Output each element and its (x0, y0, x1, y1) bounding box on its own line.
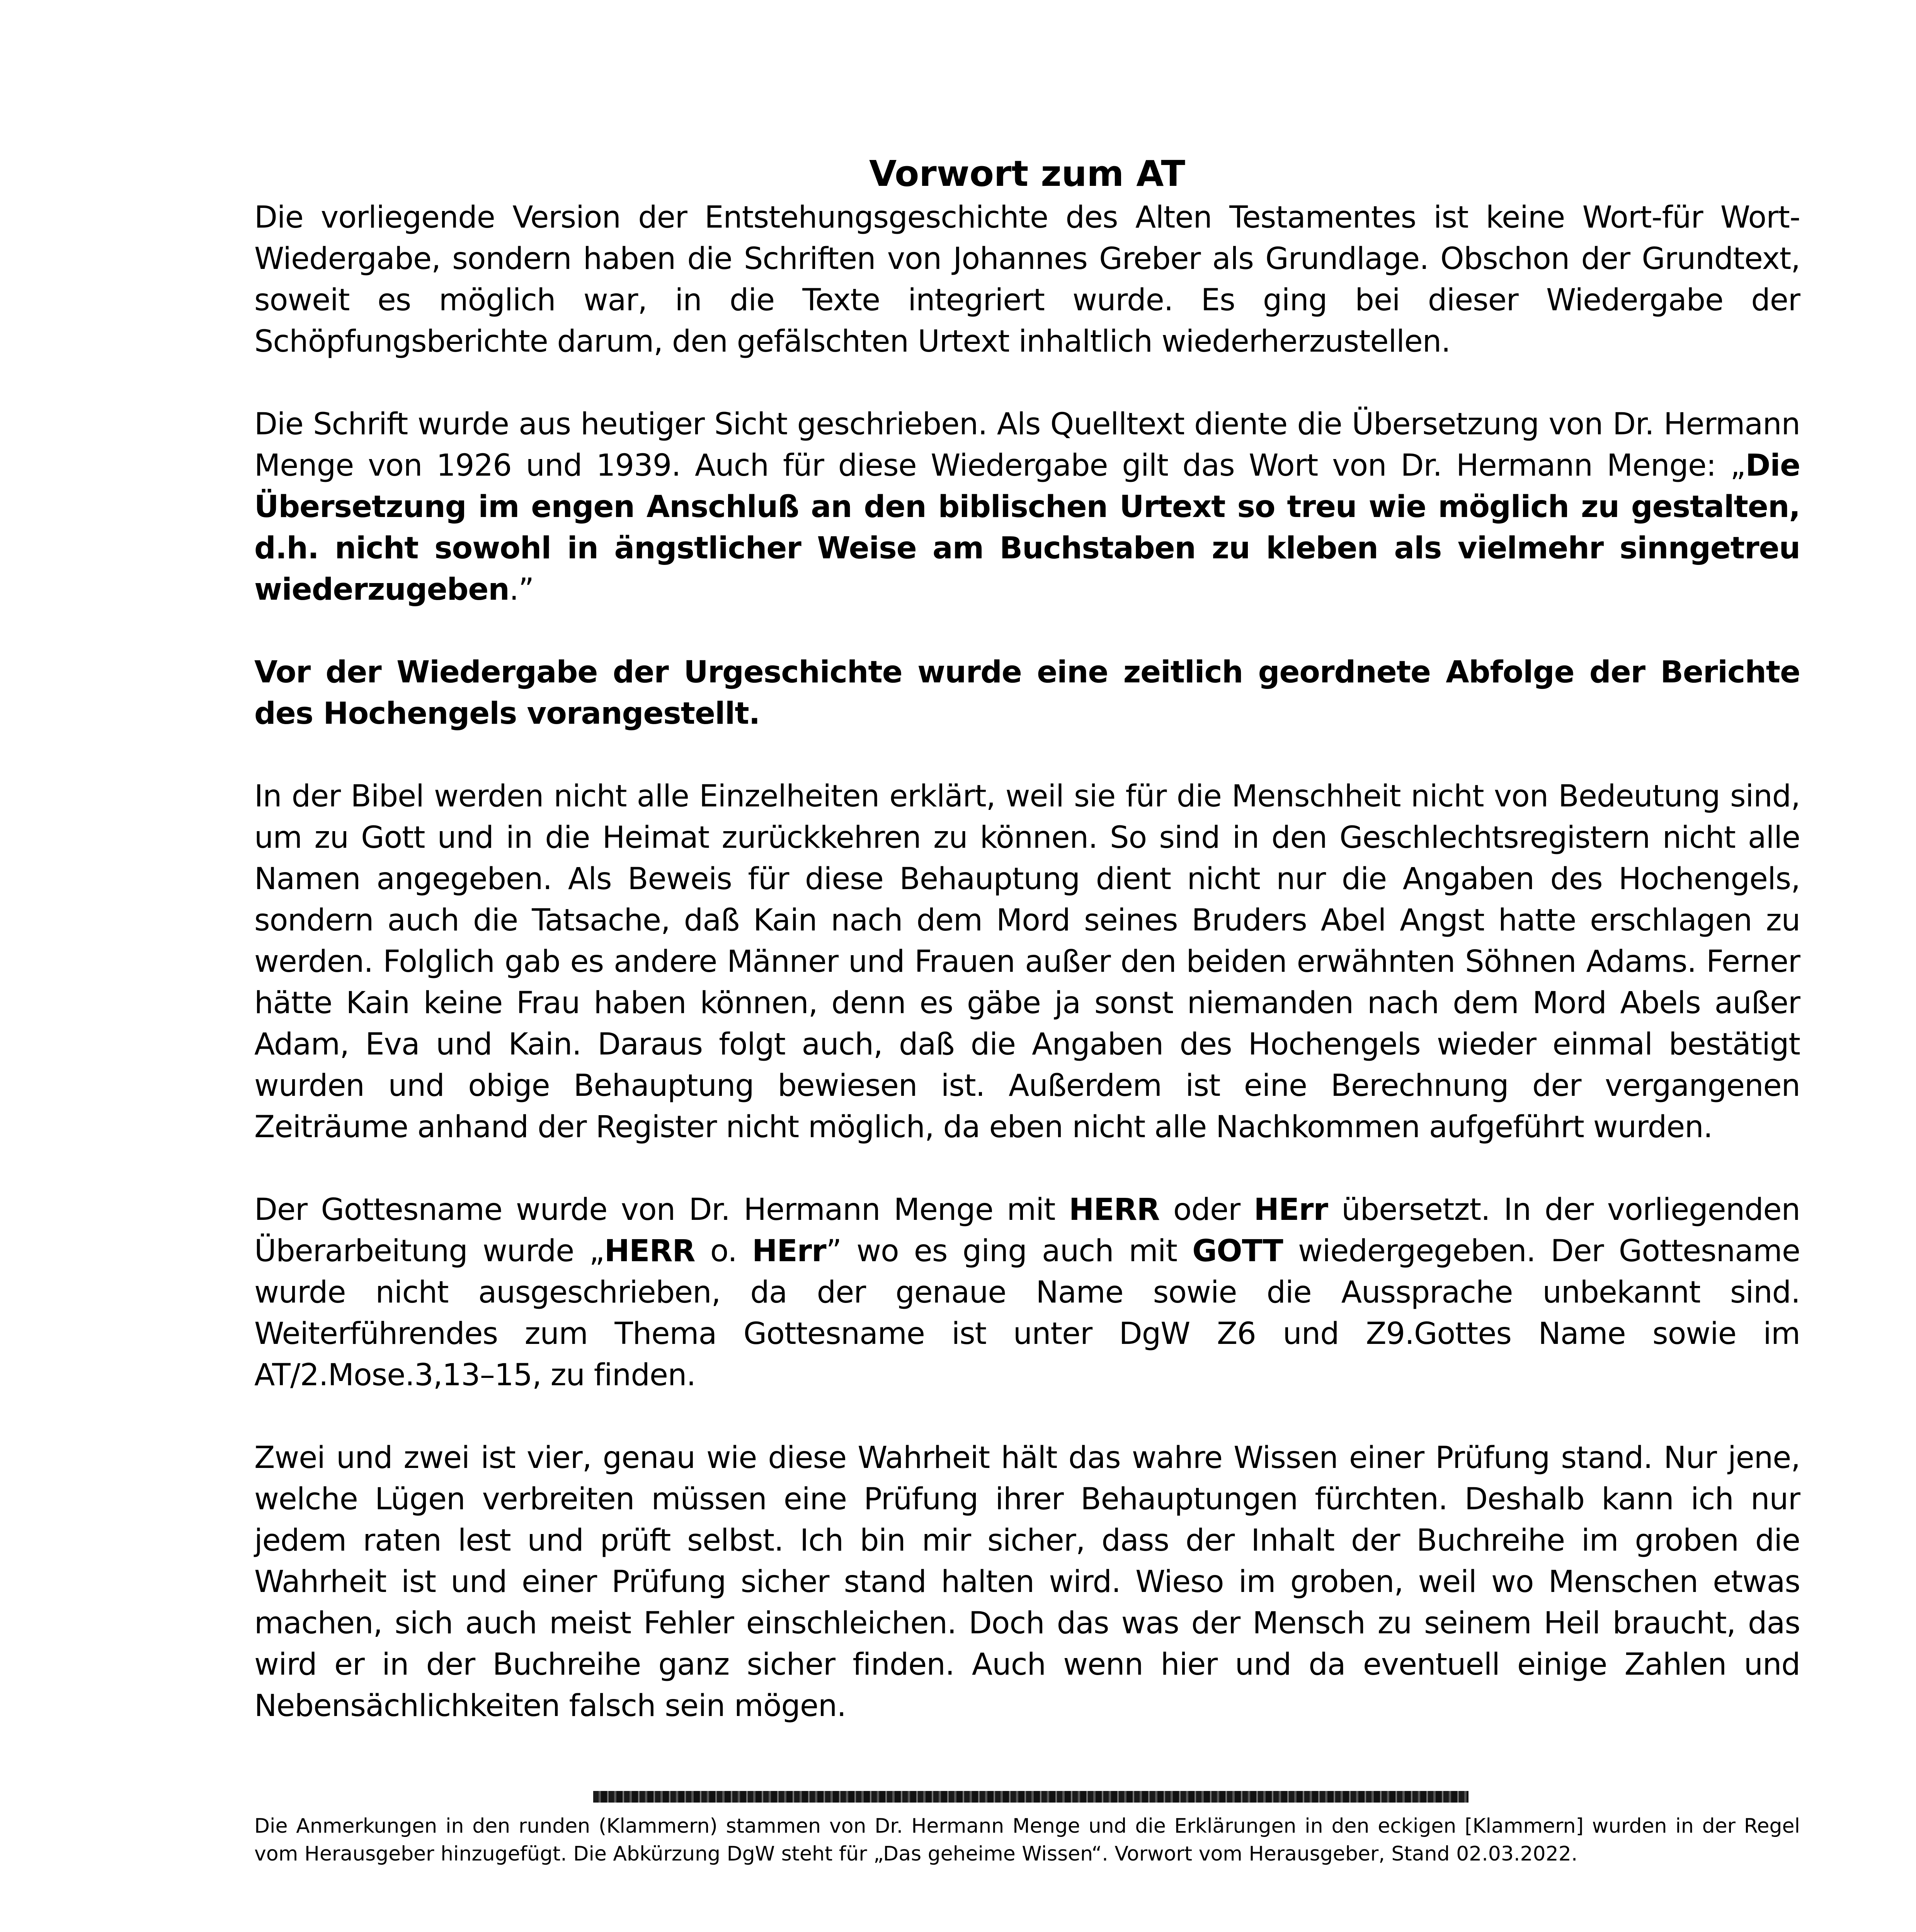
section-title-foreword: Vorwort zum AT (869, 153, 1186, 194)
paragraph: In der Bibel werden nicht alle Einzelheiten erklärt, weil sie für die Menschheit nicht von Bedeutung sind, um zu Gott und in die Heimat zurückkehren zu können. So sind in den Geschlechtsregistern nicht alle Namen angegeben. Als Beweis für diese Behauptung dient nicht nur die Angaben des Hochengels, sondern auch die Tatsache, daß Kain nach dem Mord seines Bruders Abel Angst hatte erschlagen zu werden. Folglich gab es andere Männer und Frauen außer den beiden erwähnten Söhnen Adams. Ferner hätte Kain keine Frau haben können, denn es gäbe ja sonst niemanden nach dem Mord Abels außer Adam, Eva und Kain. Daraus folgt auch, daß die Angaben des Hochengels wieder einmal bestätigt wurden und obige Behauptung bewiesen ist. Außerdem ist eine Berechnung der vergangenen Zeiträume anhand der Register nicht möglich, da eben nicht alle Nachkommen aufgeführt wurden. (254, 779, 1800, 1145)
paragraph: Die vorliegende Version der Entstehungsgeschichte des Alten Testamentes ist keine Wort-für Wort-Wiedergabe, sondern haben die Schriften von Johannes Greber als Grundlage. Obschon der Grundtext, soweit es möglich war, in die Texte integriert wurde. Es ging bei dieser Wiedergabe der Schöpfungsberichte darum, den gefälschten Urtext inhaltlich wiederherzustellen. (254, 200, 1800, 359)
paragraph: Der Gottesname wurde von Dr. Hermann Menge mit HERR oder HErr übersetzt. In der vorliegenden Überarbeitung wurde „HERR o. HErr” wo es ging auch mit GOTT wiedergegeben. Der Gottesname wurde nicht ausgeschrieben, da der genaue Name sowie die Aussprache unbekannt sind. Weiterführendes zum Thema Gottesname ist unter DgW Z6 und Z9.Gottes Name sowie im AT/2.Mose.3,13–15, zu finden. (254, 1192, 1800, 1393)
separator-rule (593, 1791, 1468, 1803)
footnote (254, 1812, 1800, 1868)
footnote-text: Die Anmerkungen in den runden (Klammern) stammen von Dr. Hermann Menge und die Erklärungen in den eckigen [Klammern] wurden in der Regel vom Herausgeber hinzugefügt. Die Abkürzung DgW steht für „Das geheime Wissen“. Vorwort vom Herausgeber, Stand 02.03.2022. (254, 1815, 1800, 1866)
paragraph: Die Schrift wurde aus heutiger Sicht geschrieben. Als Quelltext diente die Übersetzung von Dr. Hermann Menge von 1926 und 1939. Auch für diese Wiedergabe gilt das Wort von Dr. Hermann Menge: „Die Übersetzung im engen Anschluß an den biblischen Urtext so treu wie möglich zu gestalten, d.h. nicht sowohl in ängstlicher Weise am Buchstaben zu kleben als vielmehr sinngetreu wiederzugeben.” (254, 407, 1800, 607)
paragraph-bold: Vor der Wiedergabe der Urgeschichte wurde eine zeitlich geordnete Abfolge der Berichte des Hochengels vorangestellt. (254, 655, 1800, 731)
paragraph: Zwei und zwei ist vier, genau wie diese Wahrheit hält das wahre Wissen einer Prüfung stand. Nur jene, welche Lügen verbreiten müssen eine Prüfung ihrer Behauptungen fürchten. Deshalb kann ich nur jedem raten lest und prüft selbst. Ich bin mir sicher, dass der Inhalt der Buchreihe im groben die Wahrheit ist und einer Prüfung sicher stand halten wird. Wieso im groben, weil wo Menschen etwas machen, sich auch meist Fehler einschleichen. Doch das was der Mensch zu seinem Heil braucht, das wird er in der Buchreihe ganz sicher finden. Auch wenn hier und da eventuell einige Zahlen und Nebensächlichkeiten falsch sein mögen. (254, 1440, 1800, 1723)
section-foreword (254, 151, 1800, 1727)
